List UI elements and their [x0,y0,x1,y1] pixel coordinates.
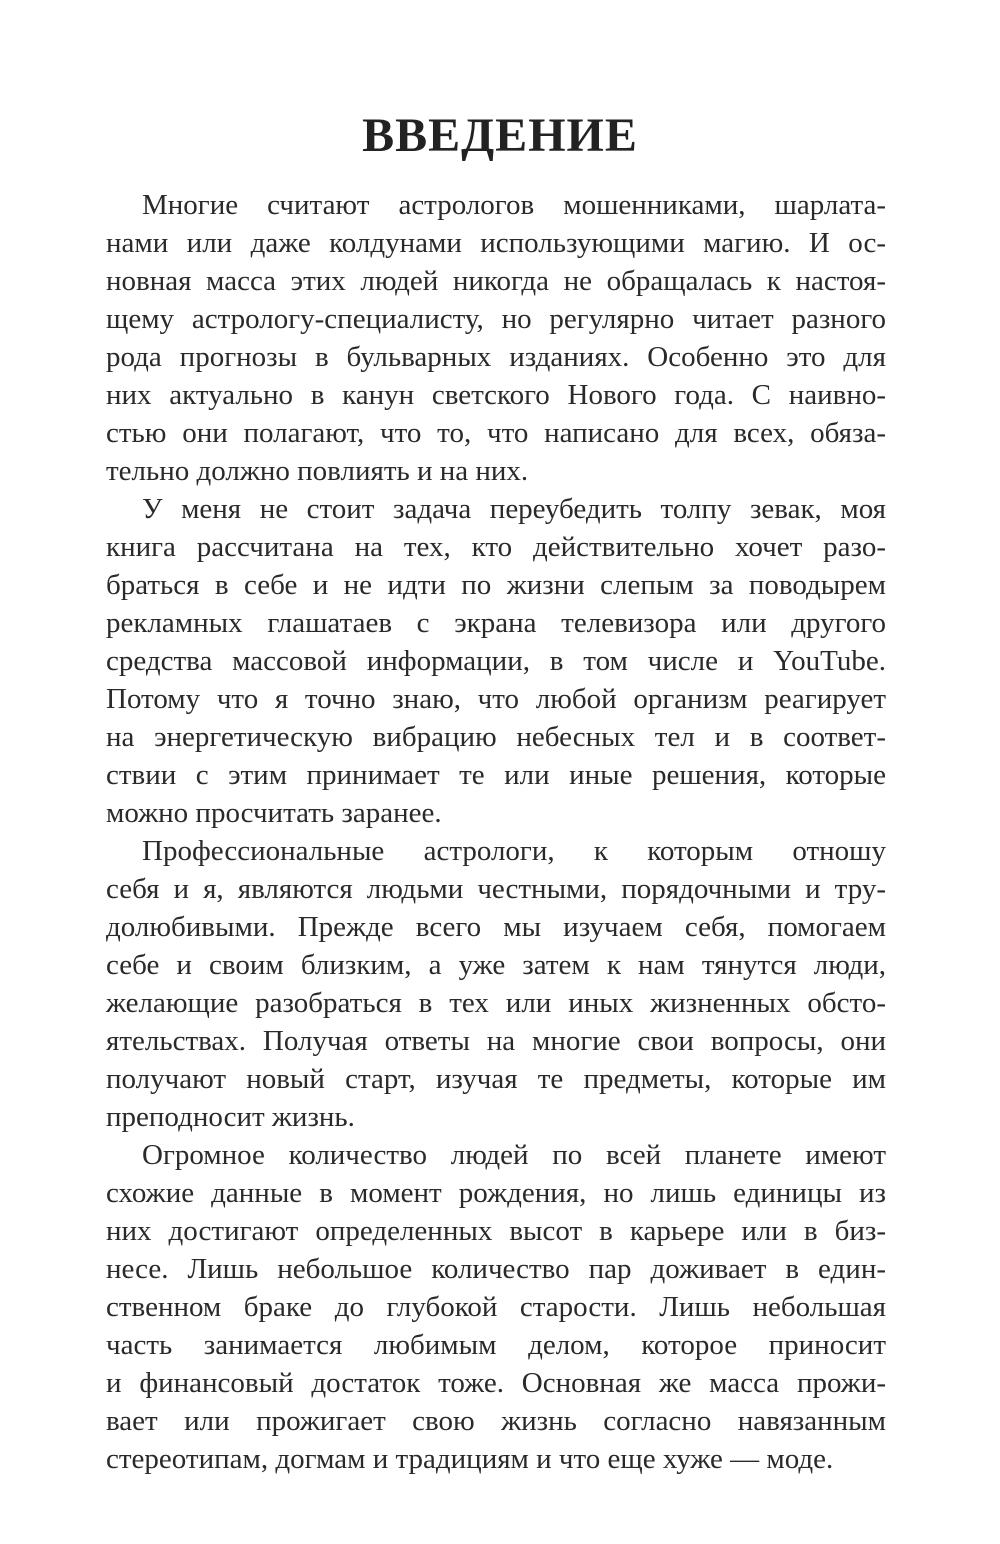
text-line: вает или прожигает свою жизнь согласно навязанным [106,1405,886,1437]
text-line: Многие считают астрологов мошенниками, шарлата- [142,189,886,221]
text-line: нами или даже колдунами использующими магию. И ос- [106,227,886,259]
text-line: себя и я, являются людьми честными, порядочными и тру- [106,873,886,905]
text-line: Огромное количество людей по всей планете имеют [142,1139,886,1171]
text-line: Профессиональные астрологи, к которым отношу [142,835,886,867]
text-line: Потому что я точно знаю, что любой организм реагирует [106,683,886,715]
text-line: них достигают определенных высот в карьере или в биз- [106,1215,886,1247]
text-line: щему астрологу-специалисту, но регулярно читает разного [106,303,886,335]
chapter-body [106,186,886,1478]
text-line: схожие данные в момент рождения, но лишь единицы из [106,1177,886,1209]
text-line: преподносит жизнь. [106,1101,355,1133]
text-line: тельно должно повлиять и на них. [106,455,529,487]
text-line: часть занимается любимым делом, которое приносит [106,1329,886,1361]
text-line: средства массовой информации, в том числе и YouTube. [106,645,886,677]
text-line: желающие разобраться в тех или иных жизненных обсто- [106,987,886,1019]
text-line: можно просчитать заранее. [106,797,442,829]
paragraph [106,832,886,1136]
text-line: и финансовый достаток тоже. Основная же масса прожи- [106,1367,886,1399]
text-line: несе. Лишь небольшое количество пар доживает в един- [106,1253,886,1285]
text-line: них актуально в канун светского Нового года. С наивно- [106,379,886,411]
text-line: браться в себе и не идти по жизни слепым за поводырем [106,569,886,601]
chapter-title: ВВЕДЕНИЕ [362,109,638,162]
text-line: долюбивыми. Прежде всего мы изучаем себя, помогаем [106,911,886,943]
text-line: ятельствах. Получая ответы на многие свои вопросы, они [106,1025,886,1057]
text-line: рекламных глашатаев с экрана телевизора или другого [106,607,886,639]
text-line: стереотипам, догмам и традициям и что еще хуже — моде. [106,1443,834,1475]
text-line: ствии с этим принимает те или иные решения, которые [106,759,886,791]
text-line: У меня не стоит задача переубедить толпу зевак, моя [142,493,886,525]
text-line: ственном браке до глубокой старости. Лишь небольшая [106,1291,886,1323]
text-line: рода прогнозы в бульварных изданиях. Особенно это для [106,341,886,373]
text-line: книга рассчитана на тех, кто действительно хочет разо- [106,531,886,563]
text-line: стью они полагают, что то, что написано для всех, обяза- [106,417,886,449]
paragraph [106,186,886,490]
text-line: получают новый старт, изучая те предметы, которые им [106,1063,886,1095]
text-line: себе и своим близким, а уже затем к нам тянутся люди, [106,949,886,981]
text-line: новная масса этих людей никогда не обращалась к настоя- [106,265,886,297]
paragraph [106,1136,886,1478]
text-line: на энергетическую вибрацию небесных тел и в соответ- [106,721,886,753]
paragraph [106,490,886,832]
